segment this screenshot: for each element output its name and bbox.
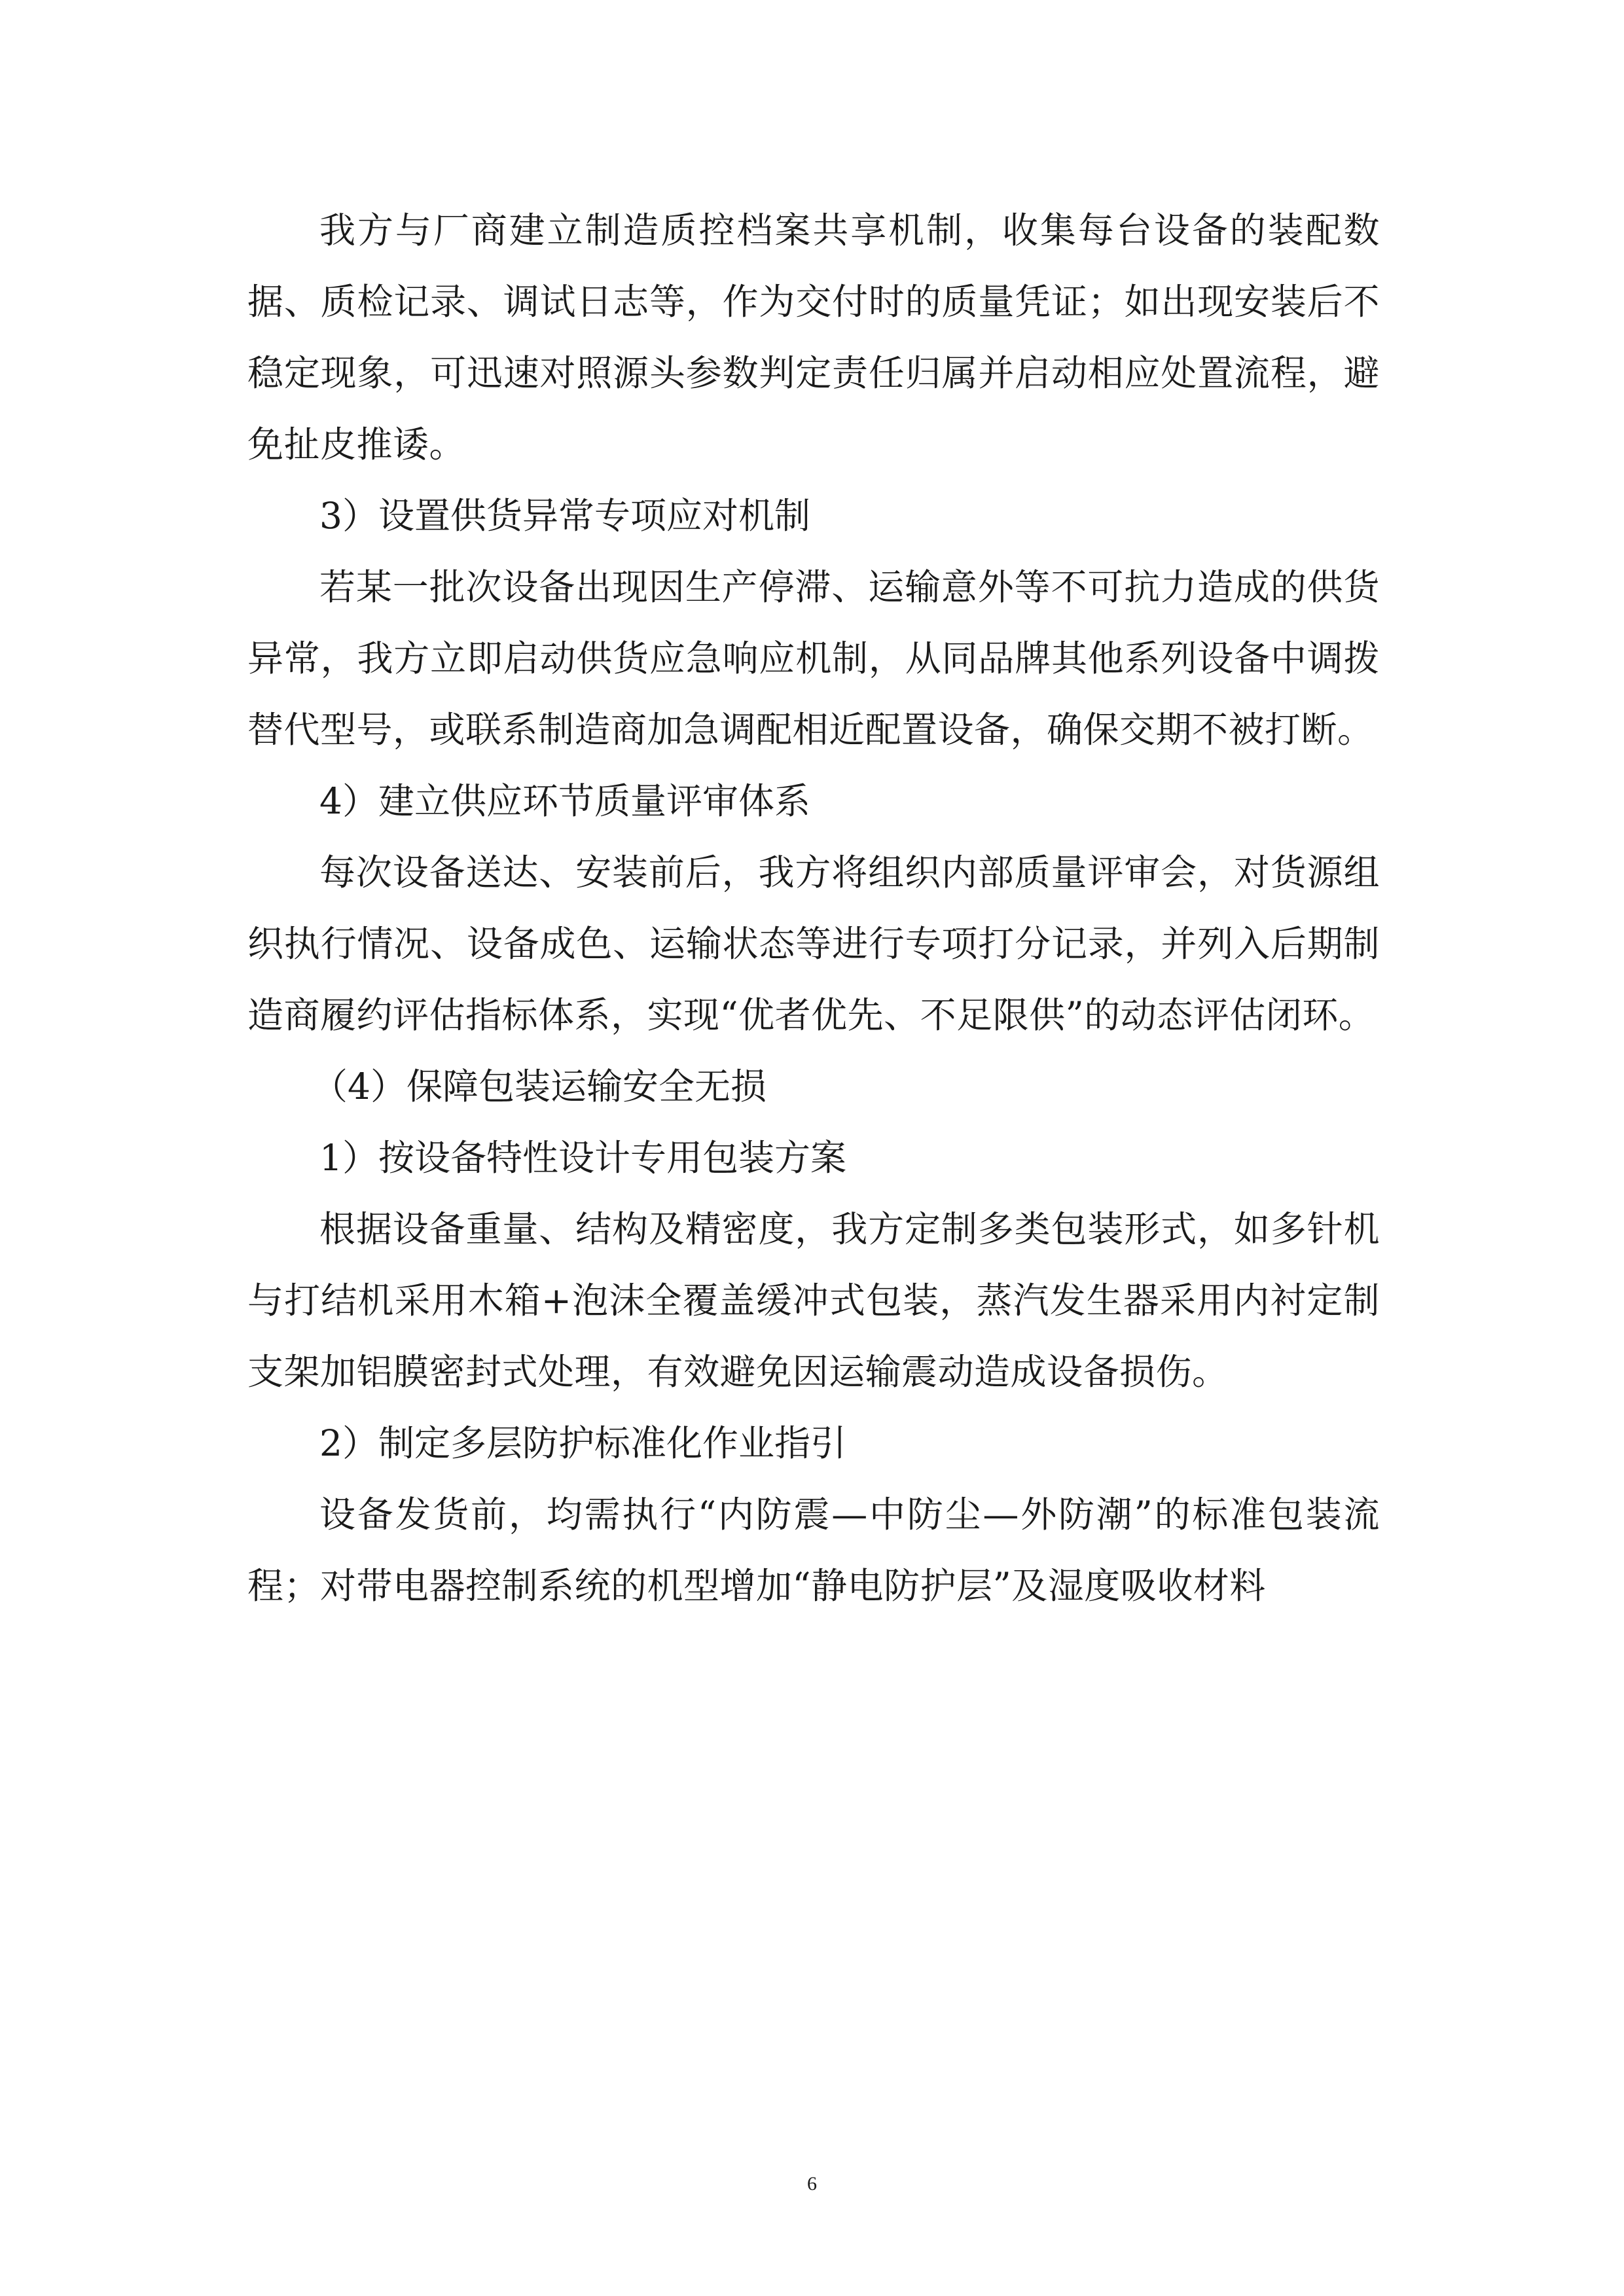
page-number: 6: [807, 2173, 817, 2195]
heading-protection-guide: 2）制定多层防护标准化作业指引: [319, 1422, 846, 1464]
page-body: [247, 195, 1380, 1622]
heading-supply-exception: 3）设置供货异常专项应对机制: [319, 495, 810, 537]
paragraph-protection-guide: 设备发货前，均需执行“内防震—中防尘—外防潮”的标准包装流程；对带电器控制系统的机型增加“静电防护层”及湿度吸收材料: [247, 1494, 1380, 1607]
paragraph-packaging-design: 根据设备重量、结构及精密度，我方定制多类包装形式，如多针机与打结机采用木箱+泡沫全覆盖缓冲式包装，蒸汽发生器采用内衬定制支架加铝膜密封式处理，有效避免因运输震动造成设备损伤。: [247, 1208, 1380, 1393]
paragraph-supply-exception: 若某一批次设备出现因生产停滞、运输意外等不可抗力造成的供货异常，我方立即启动供货应急响应机制，从同品牌其他系列设备中调拨替代型号，或联系制造商加急调配相近配置设备，确保交期不被打断。: [247, 566, 1380, 751]
paragraph-quality-archive: 我方与厂商建立制造质控档案共享机制，收集每台设备的装配数据、质检记录、调试日志等，作为交付时的质量凭证；如出现安装后不稳定现象，可迅速对照源头参数判定责任归属并启动相应处置流程，避免扯皮推诿。: [247, 209, 1380, 465]
heading-quality-review: 4）建立供应环节质量评审体系: [319, 780, 810, 822]
paragraph-quality-review: 每次设备送达、安装前后，我方将组织内部质量评审会，对货源组织执行情况、设备成色、运输状态等进行专项打分记录，并列入后期制造商履约评估指标体系，实现“优者优先、不足限供”的动态评估闭环。: [247, 852, 1380, 1036]
heading-packaging-design: 1）按设备特性设计专用包装方案: [319, 1137, 846, 1179]
section-heading-packaging: （4）保障包装运输安全无损: [312, 1066, 767, 1107]
